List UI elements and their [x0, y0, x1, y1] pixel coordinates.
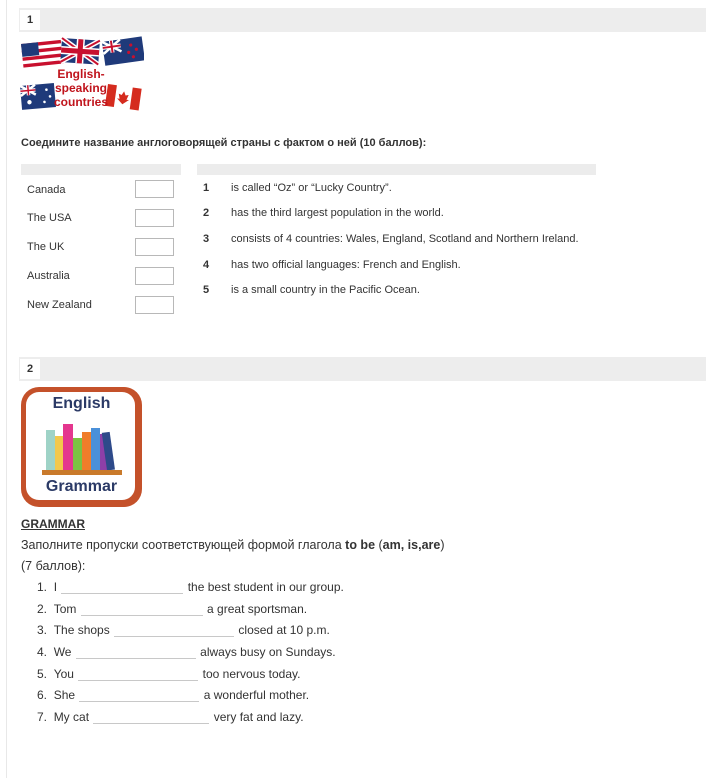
question-1-instruction: Соедините название англоговорящей страны с фактом о ней (10 баллов): — [21, 137, 427, 149]
fact-text: is a small country in the Pacific Ocean. — [231, 284, 420, 296]
fact-number: 4 — [203, 259, 210, 271]
logo-bottom-text: Grammar — [45, 478, 118, 495]
question-2-header-bar — [19, 357, 706, 381]
logo-text-line-1: English- — [57, 67, 105, 81]
facts-column-header — [197, 164, 596, 175]
logo-text-line-3: countries — [53, 95, 108, 109]
logo-top-text: English — [52, 395, 111, 412]
country-label-new-zealand: New Zealand — [27, 299, 92, 311]
answer-input-new-zealand[interactable] — [135, 296, 174, 314]
country-label-usa: The USA — [27, 212, 72, 224]
fact-text: has two official languages: French and English. — [231, 259, 461, 271]
fact-text: has the third largest population in the world. — [231, 207, 444, 219]
fact-number: 1 — [203, 182, 210, 194]
list-item: 5. You too nervous today. — [37, 667, 301, 681]
country-label-australia: Australia — [27, 270, 70, 282]
countries-column-header — [21, 164, 181, 175]
blank-input[interactable] — [78, 666, 198, 681]
answer-input-uk[interactable] — [135, 238, 174, 256]
books-icon — [40, 420, 124, 478]
country-label-uk: The UK — [27, 241, 65, 253]
blank-input[interactable] — [114, 622, 234, 637]
blank-input[interactable] — [81, 601, 203, 616]
answer-input-usa[interactable] — [135, 209, 174, 227]
question-1-number: 1 — [20, 10, 40, 30]
list-item: 2. Tom a great sportsman. — [37, 602, 308, 616]
list-item: 1. I the best student in our group. — [37, 580, 344, 594]
english-grammar-logo — [20, 386, 143, 508]
question-2-number: 2 — [20, 359, 40, 379]
fact-text: is called “Oz” or “Lucky Country”. — [231, 182, 392, 194]
blank-input[interactable] — [61, 579, 183, 594]
country-label-canada: Canada — [27, 184, 66, 196]
list-item: 3. The shops closed at 10 p.m. — [37, 623, 330, 637]
question-1-header-bar — [19, 8, 706, 32]
page-border — [6, 0, 7, 778]
list-item: 6. She a wonderful mother. — [37, 688, 310, 702]
logo-text-line-2: speaking — [54, 81, 108, 95]
answer-input-canada[interactable] — [135, 180, 174, 198]
list-item: 4. We always busy on Sundays. — [37, 645, 336, 659]
grammar-title: GRAMMAR — [21, 517, 85, 531]
grammar-points: (7 баллов): — [21, 559, 86, 573]
blank-input[interactable] — [76, 644, 196, 659]
blank-input[interactable] — [93, 709, 209, 724]
blank-input[interactable] — [79, 687, 199, 702]
fact-text: consists of 4 countries: Wales, England, Scotland and Northern Ireland. — [231, 233, 579, 245]
list-item: 7. My cat very fat and lazy. — [37, 710, 304, 724]
grammar-instruction: Заполните пропуски соответствующей формой глагола to be (am, is,are) — [21, 538, 445, 552]
fact-number: 2 — [203, 207, 210, 219]
english-speaking-countries-logo — [20, 36, 144, 118]
fact-number: 3 — [203, 233, 210, 245]
answer-input-australia[interactable] — [135, 267, 174, 285]
fact-number: 5 — [203, 284, 210, 296]
